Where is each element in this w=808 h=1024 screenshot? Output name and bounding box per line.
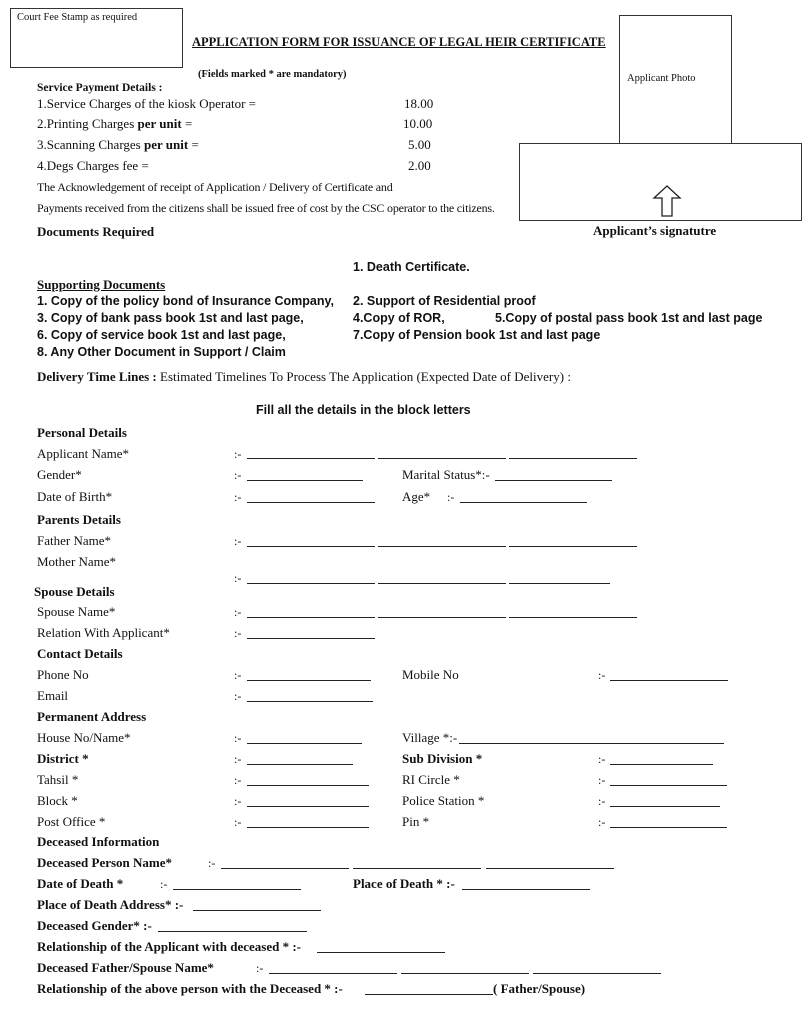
relation-with-applicant-field[interactable] — [247, 638, 375, 639]
delivery-timelines — [37, 369, 571, 385]
village-field[interactable] — [459, 743, 724, 744]
applicant-signature-box[interactable] — [519, 143, 802, 221]
mother-name-field-1[interactable] — [247, 583, 375, 584]
father-name-label: Father Name* — [37, 533, 112, 548]
ri-circle-label: RI Circle * — [402, 772, 460, 787]
mandatory-note: (Fields marked * are mandatory) — [198, 69, 347, 80]
supporting-doc-5: 5.Copy of postal pass book 1st and last page — [495, 311, 763, 325]
supporting-documents-heading: Supporting Documents — [37, 277, 166, 292]
payment-item-4: 4.Degs Charges fee = — [37, 158, 149, 173]
applicant-name-field-1[interactable] — [247, 458, 375, 459]
relationship-above-person-label: Relationship of the above person with the Deceased * :- — [37, 981, 343, 996]
separator: :- — [234, 689, 242, 703]
deceased-information-heading: Deceased Information — [37, 834, 160, 849]
deceased-father-spouse-field-2[interactable] — [401, 973, 529, 974]
separator: :- — [598, 668, 606, 682]
payment-item-2 — [37, 116, 192, 132]
sub-division-field[interactable] — [610, 764, 713, 765]
supporting-doc-4: 4.Copy of ROR, — [353, 311, 445, 325]
separator: :- — [447, 490, 455, 504]
deceased-gender-label: Deceased Gender* :- — [37, 918, 152, 933]
date-of-death-field[interactable] — [173, 889, 301, 890]
ri-circle-field[interactable] — [610, 785, 727, 786]
parents-details-heading: Parents Details — [37, 512, 121, 527]
separator: :- — [234, 468, 242, 482]
mother-name-label: Mother Name* — [37, 554, 117, 569]
separator: :- — [234, 571, 242, 585]
email-field[interactable] — [247, 701, 373, 702]
deceased-name-field-3[interactable] — [486, 868, 614, 869]
place-of-death-field[interactable] — [462, 889, 590, 890]
separator: :- — [234, 447, 242, 461]
house-field[interactable] — [247, 743, 362, 744]
email-label: Email — [37, 688, 69, 703]
age-label: Age* — [402, 489, 431, 504]
separator: :- — [598, 773, 606, 787]
place-of-death-label: Place of Death * :- — [353, 876, 455, 891]
separator: :- — [234, 605, 242, 619]
marital-status-field[interactable] — [495, 480, 612, 481]
payment-item-3-post: = — [188, 137, 199, 152]
place-of-death-address-label: Place of Death Address* :- — [37, 897, 184, 912]
spouse-name-field-3[interactable] — [509, 617, 637, 618]
block-label: Block * — [37, 793, 78, 808]
applicant-name-field-2[interactable] — [378, 458, 506, 459]
applicant-signature-label: Applicant’s signatutre — [593, 223, 717, 238]
payment-item-1: 1.Service Charges of the kiosk Operator = — [37, 96, 257, 111]
deceased-name-field-2[interactable] — [353, 868, 481, 869]
gender-label: Gender* — [37, 467, 82, 482]
separator: :- — [160, 877, 168, 891]
payment-value-3: 5.00 — [408, 137, 431, 152]
separator: :- — [598, 815, 606, 829]
separator: :- — [234, 731, 242, 745]
age-field[interactable] — [460, 502, 587, 503]
documents-heading: Documents Required — [37, 224, 155, 239]
mother-name-field-2[interactable] — [378, 583, 506, 584]
ack-line-1: The Acknowledgement of receipt of Application / Delivery of Certificate and — [37, 180, 393, 194]
payment-item-3 — [37, 137, 199, 153]
form-title: APPLICATION FORM FOR ISSUANCE OF LEGAL HEIR CERTIFICATE — [192, 35, 606, 49]
required-document-1: 1. Death Certificate. — [353, 260, 470, 274]
relationship-with-deceased-field[interactable] — [317, 952, 445, 953]
court-fee-stamp-label: Court Fee Stamp as required — [17, 12, 138, 23]
payment-item-2-bold: per unit — [137, 116, 182, 131]
permanent-address-heading: Permanent Address — [37, 709, 147, 724]
supporting-doc-6: 6. Copy of service book 1st and last page, — [37, 328, 286, 342]
tahsil-field[interactable] — [247, 785, 369, 786]
separator: :- — [256, 961, 264, 975]
spouse-name-field-2[interactable] — [378, 617, 506, 618]
police-station-label: Police Station * — [402, 793, 485, 808]
father-name-field-3[interactable] — [509, 546, 637, 547]
father-name-field-1[interactable] — [247, 546, 375, 547]
supporting-doc-1: 1. Copy of the policy bond of Insurance Company, — [37, 294, 335, 308]
deceased-gender-field[interactable] — [158, 931, 307, 932]
spouse-details-heading: Spouse Details — [34, 584, 115, 599]
applicant-name-field-3[interactable] — [509, 458, 637, 459]
post-office-label: Post Office * — [37, 814, 106, 829]
separator: :- — [234, 534, 242, 548]
dob-label: Date of Birth* — [37, 489, 113, 504]
court-fee-stamp-box — [10, 8, 183, 68]
applicant-photo-label: Applicant Photo — [627, 73, 696, 84]
supporting-doc-2: 2. Support of Residential proof — [353, 294, 536, 308]
deceased-father-spouse-field-1[interactable] — [269, 973, 397, 974]
payment-item-2-pre: 2.Printing Charges — [37, 116, 138, 131]
instruction-block-letters: Fill all the details in the block letters — [256, 403, 471, 417]
pin-label: Pin * — [402, 814, 430, 829]
deceased-father-spouse-label: Deceased Father/Spouse Name* — [37, 960, 214, 975]
village-label: Village *:- — [402, 730, 458, 745]
ack-line-2: Payments received from the citizens shall be issued free of cost by the CSC operator to the citizens. — [37, 201, 495, 215]
block-field[interactable] — [247, 806, 369, 807]
separator: :- — [208, 856, 216, 870]
delivery-label: Delivery Time Lines : — [37, 369, 157, 384]
supporting-doc-3: 3. Copy of bank pass book 1st and last page, — [37, 311, 304, 325]
dob-field[interactable] — [247, 502, 375, 503]
father-spouse-suffix: ( Father/Spouse) — [493, 981, 586, 996]
pin-field[interactable] — [610, 827, 727, 828]
supporting-doc-7: 7.Copy of Pension book 1st and last page — [353, 328, 601, 342]
gender-field[interactable] — [247, 480, 363, 481]
payment-item-3-bold: per unit — [144, 137, 189, 152]
phone-label: Phone No — [37, 667, 89, 682]
payment-item-2-post: = — [181, 116, 193, 131]
payment-value-1: 18.00 — [404, 96, 434, 111]
separator: :- — [234, 773, 242, 787]
arrow-up-icon — [652, 184, 682, 218]
district-field[interactable] — [247, 764, 353, 765]
separator: :- — [234, 815, 242, 829]
separator: :- — [234, 668, 242, 682]
contact-details-heading: Contact Details — [37, 646, 123, 661]
separator: :- — [234, 794, 242, 808]
mother-name-field-3[interactable] — [509, 583, 610, 584]
payment-item-3-pre: 3.Scanning Charges — [37, 137, 144, 152]
mobile-field[interactable] — [610, 680, 728, 681]
tahsil-label: Tahsil * — [37, 772, 79, 787]
separator: :- — [234, 490, 242, 504]
house-label: House No/Name* — [37, 730, 131, 745]
separator: :- — [234, 626, 242, 640]
personal-details-heading: Personal Details — [37, 425, 127, 440]
relationship-with-deceased-label: Relationship of the Applicant with deceased * :- — [37, 939, 301, 954]
relationship-above-person-field[interactable] — [365, 994, 493, 995]
date-of-death-label: Date of Death * — [37, 876, 124, 891]
police-station-field[interactable] — [610, 806, 720, 807]
separator: :- — [598, 794, 606, 808]
separator: :- — [598, 752, 606, 766]
deceased-name-field-1[interactable] — [221, 868, 349, 869]
payment-value-2: 10.00 — [403, 116, 433, 131]
separator: :- — [234, 752, 242, 766]
spouse-name-label: Spouse Name* — [37, 604, 116, 619]
phone-field[interactable] — [247, 680, 371, 681]
supporting-doc-8: 8. Any Other Document in Support / Claim — [37, 345, 286, 359]
father-name-field-2[interactable] — [378, 546, 506, 547]
payment-heading: Service Payment Details : — [37, 82, 163, 94]
delivery-text: Estimated Timelines To Process The Application (Expected Date of Delivery) : — [156, 369, 571, 384]
applicant-name-label: Applicant Name* — [37, 446, 130, 461]
mobile-label: Mobile No — [402, 667, 459, 682]
place-of-death-address-field[interactable] — [193, 910, 321, 911]
district-label: District * — [37, 751, 89, 766]
deceased-father-spouse-field-3[interactable] — [533, 973, 661, 974]
relation-with-applicant-label: Relation With Applicant* — [37, 625, 170, 640]
spouse-name-field-1[interactable] — [247, 617, 375, 618]
deceased-name-label: Deceased Person Name* — [37, 855, 173, 870]
marital-status-label: Marital Status*:- — [402, 467, 490, 482]
sub-division-label: Sub Division * — [402, 751, 483, 766]
post-office-field[interactable] — [247, 827, 369, 828]
applicant-photo-box[interactable] — [619, 15, 732, 145]
payment-value-4: 2.00 — [408, 158, 431, 173]
